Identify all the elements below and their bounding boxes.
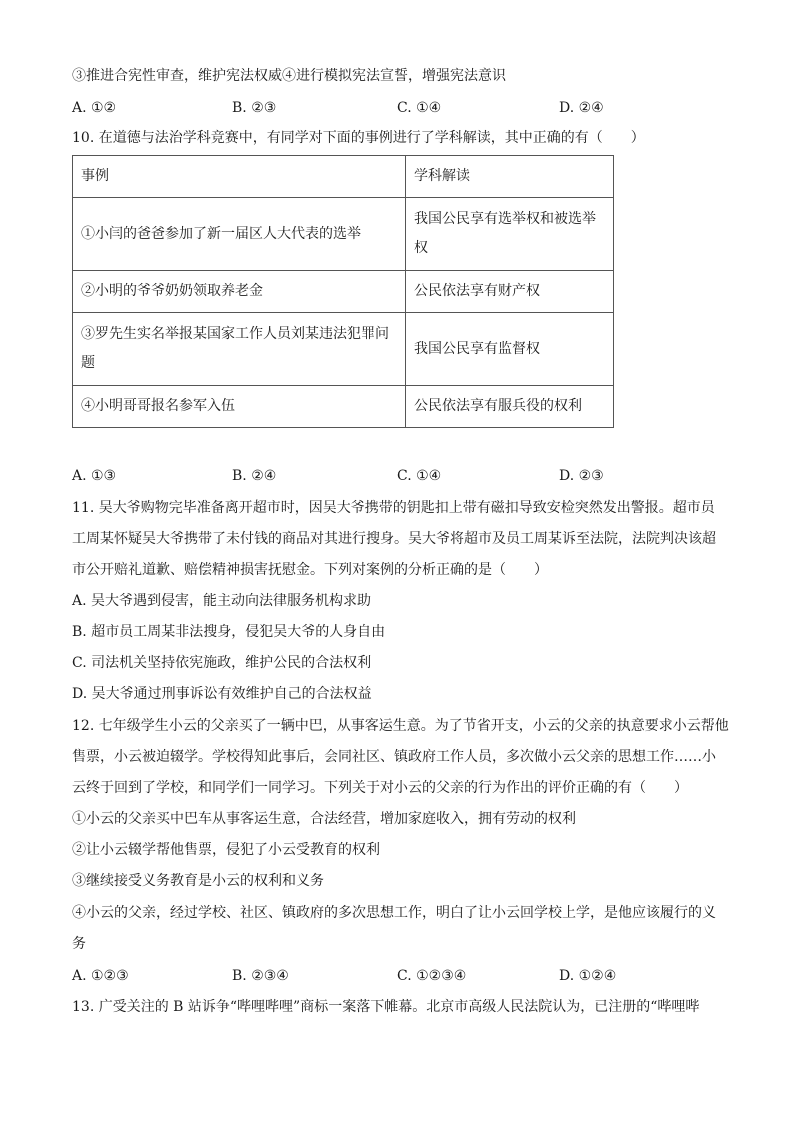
q10-table: [72, 155, 614, 428]
q9-option-c[interactable]: C. ①④: [397, 100, 442, 116]
q12-statement: ④小云的父亲，经过学校、社区、镇政府的多次思想工作，明白了让小云回学校上学，是他应该履行的义: [72, 905, 716, 921]
table-cell: 公民依法享有财产权: [406, 271, 614, 313]
q9-statement-line: ③推进合宪性审查，维护宪法权威④进行模拟宪法宣誓，增强宪法意识: [72, 68, 506, 84]
table-cell: 我国公民享有监督权: [406, 313, 614, 386]
q13-stem-line: 13. 广受关注的 B 站诉争“哔哩哔哩”商标一案落下帷幕。北京市高级人民法院认为，已注册的“哔哩哔: [72, 999, 700, 1015]
table-header-row: [73, 156, 614, 198]
table-cell: ②小明的爷爷奶奶领取养老金: [73, 271, 406, 313]
table-cell: ④小明哥哥报名参军入伍: [73, 386, 406, 428]
q10-option-c[interactable]: C. ①④: [397, 468, 442, 484]
q11-stem-line: 工周某怀疑吴大爷携带了未付钱的商品对其进行搜身。吴大爷将超市及员工周某诉至法院，法院判决该超: [72, 531, 716, 547]
q11-option-c[interactable]: C. 司法机关坚持依宪施政，维护公民的合法权利: [72, 655, 372, 671]
q11-option-d[interactable]: D. 吴大爷通过刑事诉讼有效维护自己的合法权益: [72, 686, 372, 702]
q12-options: [72, 966, 632, 986]
q9-options: [72, 98, 632, 118]
q12-stem-line: 售票，小云被迫辍学。学校得知此事后，会同社区、镇政府工作人员，多次做小云父亲的思想工作……小: [72, 749, 716, 765]
q11-option-a[interactable]: A. 吴大爷遇到侵害，能主动向法律服务机构求助: [72, 593, 372, 609]
q12-statement: ②让小云辍学帮他售票，侵犯了小云受教育的权利: [72, 842, 380, 858]
q9-option-a[interactable]: A. ①②: [72, 100, 117, 116]
table-cell: 公民依法享有服兵役的权利: [406, 386, 614, 428]
q10-option-b[interactable]: B. ②④: [232, 468, 277, 484]
q12-stem-line: 云终于回到了学校，和同学们一同学习。下列关于对小云的父亲的行为作出的评价正确的有（ ）: [72, 780, 688, 796]
table-row: [73, 198, 614, 271]
table-cell: ③罗先生实名举报某国家工作人员刘某违法犯罪问题: [73, 313, 406, 386]
q12-option-b[interactable]: B. ②③④: [232, 968, 289, 984]
table-header-cell: 学科解读: [406, 156, 614, 198]
q12-option-a[interactable]: A. ①②③: [72, 968, 129, 984]
q10-option-a[interactable]: A. ①③: [72, 468, 117, 484]
q11-option-b[interactable]: B. 超市员工周某非法搜身，侵犯吴大爷的人身自由: [72, 624, 386, 640]
table-cell: ①小闫的爸爸参加了新一届区人大代表的选举: [73, 198, 406, 271]
q10-options: [72, 466, 632, 486]
q10-option-d[interactable]: D. ②③: [559, 468, 604, 484]
q9-option-d[interactable]: D. ②④: [559, 100, 604, 116]
q11-stem-line: 11. 吴大爷购物完毕准备离开超市时，因吴大爷携带的钥匙扣上带有磁扣导致安检突然发出警报。超市员: [72, 500, 715, 516]
q12-statement: 务: [72, 936, 86, 952]
q10-stem: 10. 在道德与法治学科竞赛中，有同学对下面的事例进行了学科解读，其中正确的有（ ）: [72, 130, 645, 146]
q12-stem-line: 12. 七年级学生小云的父亲买了一辆中巴，从事客运生意。为了节省开支，小云的父亲的执意要求小云帮他: [72, 718, 729, 734]
table-cell: 我国公民享有选举权和被选举权: [406, 198, 614, 271]
q12-statement: ③继续接受义务教育是小云的权利和义务: [72, 873, 324, 889]
table-row: [73, 271, 614, 313]
q12-statement: ①小云的父亲买中巴车从事客运生意，合法经营，增加家庭收入，拥有劳动的权利: [72, 811, 576, 827]
table-row: [73, 386, 614, 428]
q12-option-c[interactable]: C. ①②③④: [397, 968, 467, 984]
table-header-cell: 事例: [73, 156, 406, 198]
q12-option-d[interactable]: D. ①②④: [559, 968, 617, 984]
table-row: [73, 313, 614, 386]
q11-stem-line: 市公开赔礼道歉、赔偿精神损害抚慰金。下列对案例的分析正确的是（ ）: [72, 562, 548, 578]
q9-option-b[interactable]: B. ②③: [232, 100, 277, 116]
